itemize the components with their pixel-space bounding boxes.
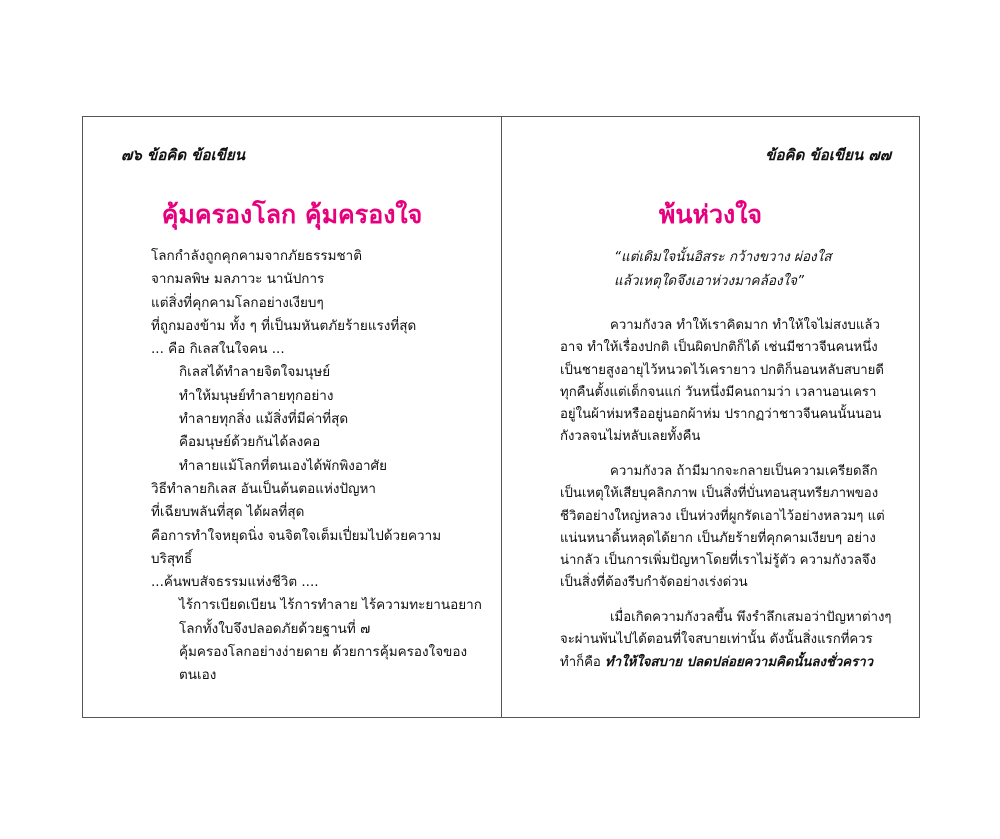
poem-line: แต่สิ่งที่คุกคามโลกอย่างเงียบๆ <box>151 294 324 311</box>
poem-line: โลกทั้งใบจึงปลอดภัยด้วยฐานที่ ๗ <box>179 620 371 637</box>
paragraph-3 <box>560 607 906 674</box>
paragraph-line: จะผ่านพ้นไปได้ตอนที่ใจสบายเท่านั้น ดังนั้นสิ่งแรกที่ควร <box>560 632 873 648</box>
poem-line: จากมลพิษ มลภาวะ นานัปการ <box>151 271 325 288</box>
poem-line: ไร้การเบียดเบียน ไร้การทำลาย ไร้ความทะยานอยาก <box>179 597 482 614</box>
paragraph-1 <box>560 315 906 449</box>
page-title-right: พ้นห่วงใจ <box>658 200 763 229</box>
poem-line: คือการทำใจหยุดนิ่ง จนจิตใจเต็มเปี่ยมไปด้วยความ <box>151 527 442 544</box>
emphasis-text: ทำให้ใจสบาย ปลดปล่อยความคิดนั้นลงชั่วคราว <box>605 654 874 670</box>
poem-line: ... คือ กิเลสในใจคน ... <box>151 341 285 358</box>
paragraph-line: ความกังวล ทำให้เราคิดมาก ทำให้ใจไม่สงบแล้ว <box>610 318 880 333</box>
poem-line: ที่ถูกมองข้าม ทั้ง ๆ ที่เป็นมหันตภัยร้ายแรงที่สุด <box>151 317 417 334</box>
epigraph-quote <box>614 245 831 293</box>
book-spread <box>82 116 920 718</box>
paragraph-line: ทุกคืนตั้งแต่เด็กจนแก่ วันหนึ่งมีคนถามว่า เวลานอนเครา <box>560 384 877 400</box>
poem-line: ทำลายแม้โลกที่ตนเองได้พักพิงอาศัย <box>179 457 388 474</box>
poem-line: ...ค้นพบสัจธรรมแห่งชีวิต .... <box>151 574 319 591</box>
poem-line: ทำลายทุกสิ่ง แม้สิ่งที่มีค่าที่สุด <box>179 411 349 428</box>
poem-line: ที่เฉียบพลันที่สุด ได้ผลที่สุด <box>151 504 305 521</box>
paragraph-line: อาจ ทำให้เรื่องปกติ เป็นผิดปกติก็ได้ เช่นมีชาวจีนคนหนึ่ง <box>560 340 878 356</box>
right-page <box>502 117 919 717</box>
paragraph-line: ชีวิตอย่างใหญ่หลวง เป็นห่วงที่ผูกรัดเอาไว้อย่างหลวมๆ แต่ <box>560 508 885 524</box>
paragraph-line: เป็นเหตุให้เสียบุคลิกภาพ เป็นสิ่งที่บั่นทอนสุนทรียภาพของ <box>560 486 879 502</box>
paragraph-line <box>560 652 906 674</box>
page-title-left: คุ้มครองโลก คุ้มครองใจ <box>161 200 423 229</box>
poem-line: โลกกำลังถูกคุกคามจากภัยธรรมชาติ <box>151 248 363 264</box>
poem-line: กิเลสได้ทำลายจิตใจมนุษย์ <box>179 364 331 381</box>
paragraph-2 <box>560 461 906 595</box>
paragraph-line: อยู่ในผ้าห่มหรืออยู่นอกผ้าห่ม ปรากฏว่าชาวจีนคนนั้นนอน <box>560 407 882 423</box>
quote-line: “แต่เดิมใจนั้นอิสระ กว้างขวาง ผ่องใส <box>614 249 832 265</box>
poem-line: บริสุทธิ์ <box>151 550 193 567</box>
paragraph-line: กังวลจนไม่หลับเลยทั้งคืน <box>560 429 701 445</box>
left-page <box>83 117 501 717</box>
poem-line: ตนเอง <box>179 667 217 684</box>
poem-line: วิธีทำลายกิเลส อันเป็นต้นตอแห่งปัญหา <box>151 480 377 497</box>
poem-line: คือมนุษย์ด้วยกันได้ลงคอ <box>179 434 321 451</box>
running-head-left: ๗๖ ข้อคิด ข้อเขียน <box>121 146 245 164</box>
poem-line: ทำให้มนุษย์ทำลายทุกอย่าง <box>179 387 334 404</box>
paragraph-line: เป็นสิ่งที่ต้องรีบกำจัดอย่างเร่งด่วน <box>560 575 748 591</box>
paragraph-line: เป็นชายสูงอายุไว้หนวดไว้เครายาว ปกติก็นอนหลับสบายดี <box>560 362 884 378</box>
paragraph-line: เมื่อเกิดความกังวลขึ้น พึงรำลึกเสมอว่าปัญหาต่างๆ <box>610 610 892 625</box>
paragraph-line: น่ากลัว เป็นการเพิ่มปัญหาโดยที่เราไม่รู้ตัว ความกังวลจึง <box>560 553 877 569</box>
poem-line: คุ้มครองโลกอย่างง่ายดาย ด้วยการคุ้มครองใจของ <box>179 644 468 661</box>
running-head-right: ข้อคิด ข้อเขียน ๗๗ <box>765 146 891 164</box>
emphasis-prefix: ทำก็คือ <box>560 654 606 670</box>
paragraph-line: ความกังวล ถ้ามีมากจะกลายเป็นความเครียดลึก <box>610 464 878 479</box>
poem-body <box>151 245 482 688</box>
quote-line: แล้วเหตุใดจึงเอาห่วงมาคล้องใจ” <box>614 273 805 289</box>
paragraph-line: แน่นหนาดิ้นหลุดได้ยาก เป็นภัยร้ายที่คุกคามเงียบๆ อย่าง <box>560 530 876 546</box>
